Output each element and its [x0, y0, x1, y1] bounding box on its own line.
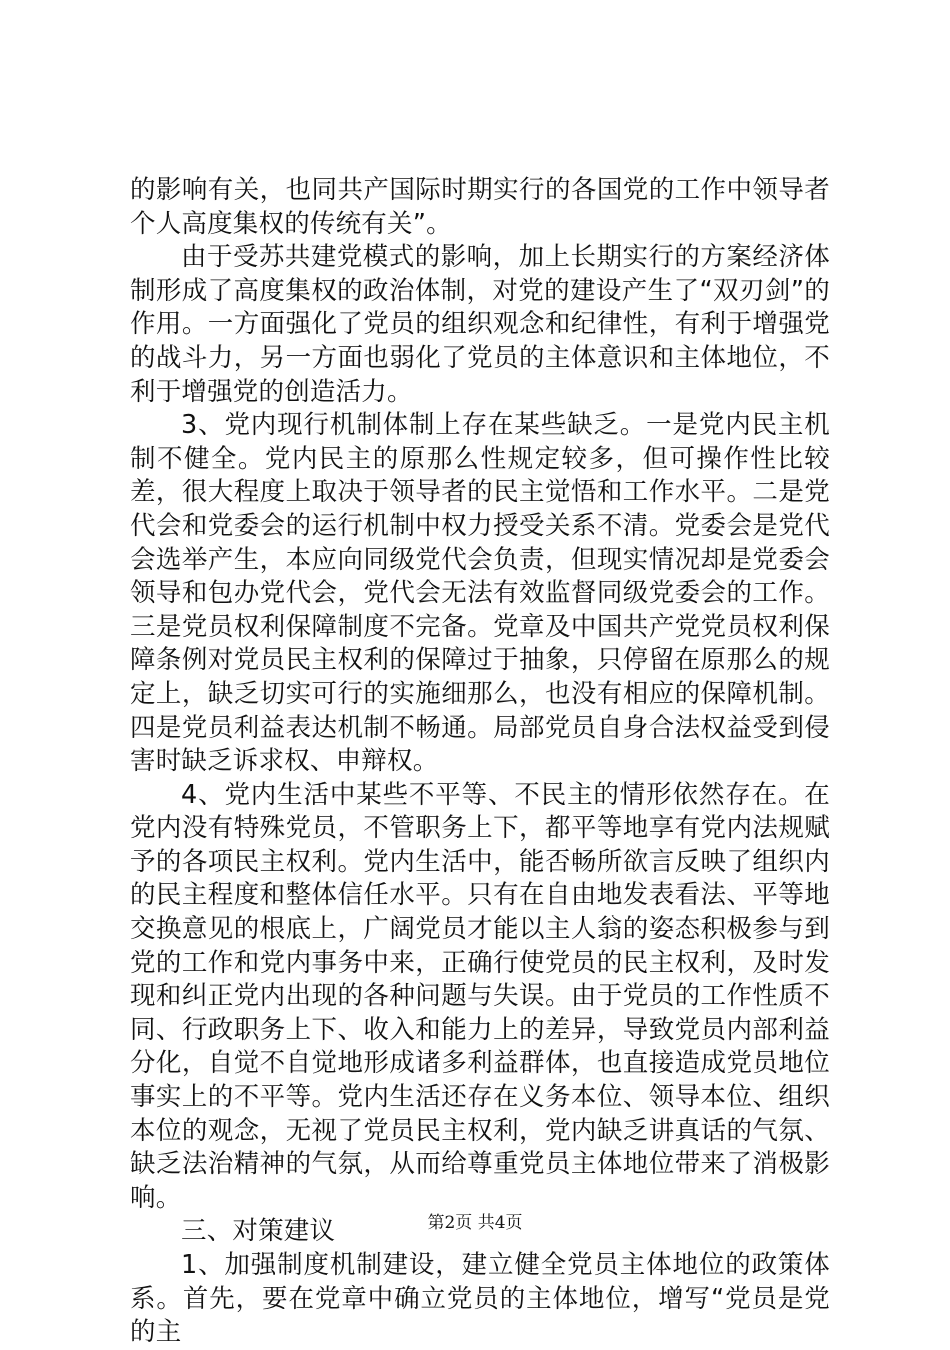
page-number-footer: 第2页 共4页: [427, 1213, 523, 1233]
paragraph-soviet-model: 由于受苏共建党模式的影响，加上长期实行的方案经济体制形成了高度集权的政治体制，对党的建设产生了“双刃剑”的作用。一方面强化了党员的组织观念和纪律性，有利于增强党的战斗力，另一方面也弱化了党员的主体意识和主体地位，不利于增强党的创造活力。: [130, 242, 830, 407]
paragraph-point-4: 4、党内生活中某些不平等、不民主的情形依然存在。在党内没有特殊党员，不管职务上下，都平等地享有党内法规赋予的各项民主权利。党内生活中，能否畅所欲言反映了组织内的民主程度和整体信任水平。只有在自由地发表看法、平等地交换意见的根底上，广阔党员才能以主人翁的姿态积极参与到党的工作和党内事务中来，正确行使党员的民主权利，及时发现和纠正党内出现的各种问题与失误。由于党员的工作性质不同、行政职务上下、收入和能力上的差异，导致党员内部利益分化，自觉不自觉地形成诸多利益群体，也直接造成党员地位事实上的不平等。党内生活还存在义务本位、领导本位、组织本位的观念，无视了党员民主权利，党内缺乏讲真话的气氛、缺乏法治精神的气氛，从而给尊重党员主体地位带来了消极影响。: [130, 779, 830, 1213]
paragraph-suggestion-1: 1、加强制度机制建设，建立健全党员主体地位的政策体系。首先，要在党章中确立党员的主体地位，增写“党员是党的主: [130, 1250, 830, 1348]
paragraph-point-3: 3、党内现行机制体制上存在某些缺乏。一是党内民主机制不健全。党内民主的原那么性规定较多，但可操作性比较差，很大程度上取决于领导者的民主觉悟和工作水平。二是党代会和党委会的运行机制中权力授受关系不清。党委会是党代会选举产生，本应向同级党代会负责，但现实情况却是党委会领导和包办党代会，党代会无法有效监督同级党委会的工作。三是党员权利保障制度不完备。党章及中国共产党党员权利保障条例对党员民主权利的保障过于抽象，只停留在原那么的规定上，缺乏切实可行的实施细那么，也没有相应的保障机制。四是党员利益表达机制不畅通。局部党员自身合法权益受到侵害时缺乏诉求权、申辩权。: [130, 410, 830, 777]
document-body: [130, 174, 830, 1350]
paragraph-continuation: 的影响有关，也同共产国际时期实行的各国党的工作中领导者个人高度集权的传统有关”。: [130, 175, 830, 239]
section-heading-suggestions: 三、对策建议: [181, 1216, 336, 1247]
